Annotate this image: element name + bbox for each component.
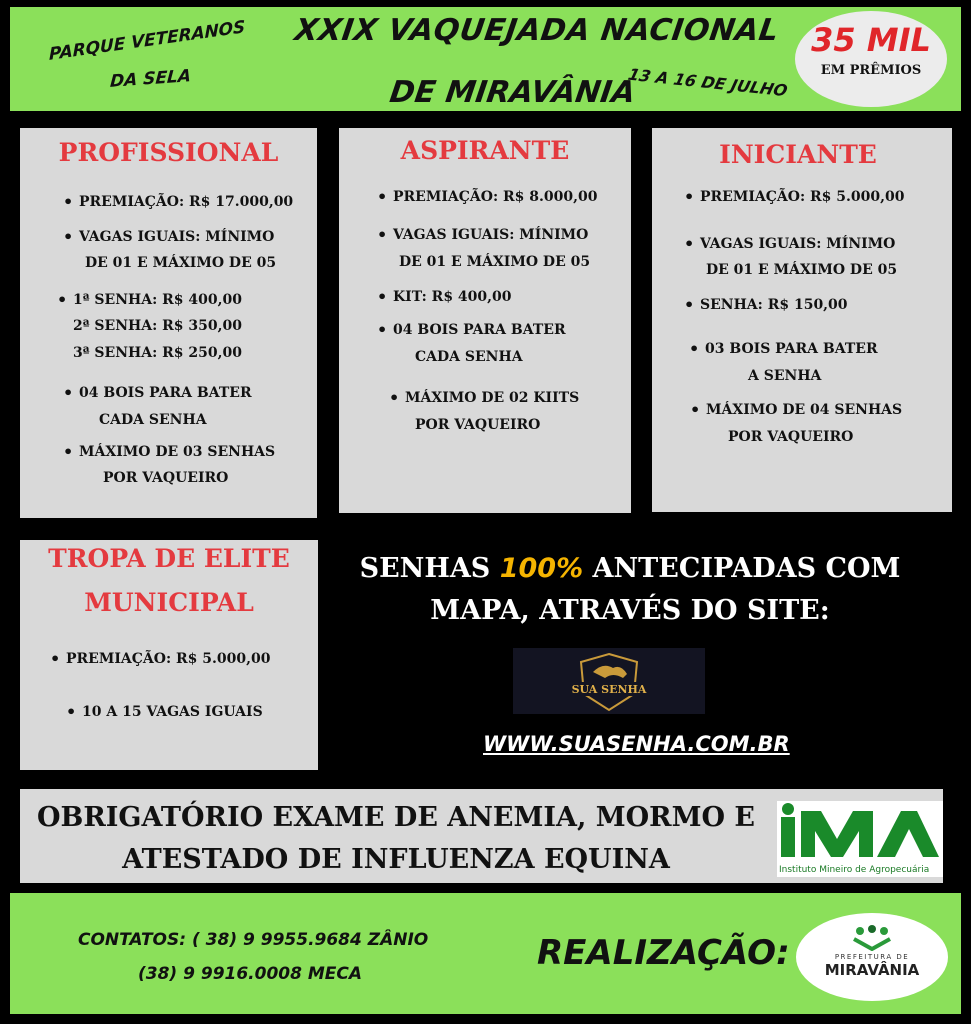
list-item: • SENHA: R$ 150,00 [700,292,848,318]
antecipadas-part2: ANTECIPADAS COM [583,553,901,584]
list-item: • PREMIAÇÃO: R$ 5.000,00 [66,646,270,672]
event-title-line2: DE MIRAVÂNIA [387,75,638,110]
obligatory-line1: OBRIGATÓRIO EXAME DE ANEMIA, MORMO E [36,802,756,833]
prize-amount: 35 MIL [811,21,931,59]
prefeitura-small-text: PREFEITURA DE [834,953,910,961]
list-item: • MÁXIMO DE 04 SENHAS [706,397,902,423]
list-item: • VAGAS IGUAIS: MÍNIMO [700,231,895,257]
ima-logo [777,801,943,877]
card-title-elite-line2: MUNICIPAL [84,588,254,617]
people-icon [852,925,892,951]
list-item: • 03 BOIS PARA BATER [705,336,878,362]
suasenha-logo-text: SUA SENHA [571,683,647,696]
prize-label: EM PRÊMIOS [820,63,922,78]
antecipadas-line2: MAPA, ATRAVÉS DO SITE: [430,595,830,626]
list-item: 3ª SENHA: R$ 250,00 [73,345,242,361]
list-item: • VAGAS IGUAIS: MÍNIMO [79,224,274,250]
antecipadas-text [350,548,910,632]
footer-banner [10,893,961,1014]
prefeitura-logo [796,913,948,1001]
card-profissional [20,128,317,518]
antecipadas-line1 [350,548,910,590]
header-banner [10,7,961,111]
list-item: A SENHA [748,368,822,384]
list-item: POR VAQUEIRO [103,470,229,486]
card-tropa-de-elite [20,540,318,770]
ima-logo-icon [777,801,943,863]
list-item: 2ª SENHA: R$ 350,00 [73,318,242,334]
list-item: • 10 A 15 VAGAS IGUAIS [82,699,263,725]
card-iniciante [652,128,952,512]
list-item: POR VAQUEIRO [415,417,541,433]
site-link[interactable]: WWW.SUASENHA.COM.BR [483,732,790,756]
list-item: • 04 BOIS PARA BATER [393,317,566,343]
antecipadas-part1: SENHAS [359,553,500,584]
realizacao-label: REALIZAÇÃO: [537,933,790,973]
list-item: • PREMIAÇÃO: R$ 17.000,00 [79,189,293,215]
card-title-iniciante: INICIANTE [719,140,877,169]
list-item: CADA SENHA [99,412,207,428]
event-title-line1: XXIX VAQUEJADA NACIONAL [292,13,782,48]
prefeitura-big-text: MIRAVÂNIA [824,961,920,979]
list-item: • PREMIAÇÃO: R$ 5.000,00 [700,184,904,210]
hundred-percent: 100% [499,553,584,584]
suasenha-logo [513,648,705,714]
suasenha-shield-icon [513,648,705,714]
card-aspirante [339,128,631,513]
list-item: DE 01 E MÁXIMO DE 05 [706,262,898,278]
obligatory-line2: ATESTADO DE INFLUENZA EQUINA [122,844,670,875]
park-name-line2: DA SELA [109,66,192,92]
obligatory-banner [20,789,943,883]
park-name-line1: PARQUE VETERANOS [48,17,246,65]
card-title-profissional: PROFISSIONAL [58,138,279,167]
card-title-aspirante: ASPIRANTE [400,136,570,165]
list-item: DE 01 E MÁXIMO DE 05 [399,254,591,270]
list-item: POR VAQUEIRO [728,429,854,445]
obligatory-text [20,797,772,881]
contact-line1: CONTATOS: ( 38) 9 9955.9684 ZÂNIO [78,930,429,950]
ima-caption: Instituto Mineiro de Agropecuária [779,865,930,875]
prize-badge [795,11,947,107]
card-title-elite-line1: TROPA DE ELITE [48,544,290,573]
contact-line2: (38) 9 9916.0008 MECA [138,964,363,984]
list-item: • VAGAS IGUAIS: MÍNIMO [393,222,588,248]
list-item: • 1ª SENHA: R$ 400,00 [73,287,242,313]
list-item: • MÁXIMO DE 03 SENHAS [79,439,275,465]
list-item: • PREMIAÇÃO: R$ 8.000,00 [393,184,597,210]
list-item: CADA SENHA [415,349,523,365]
list-item: • MÁXIMO DE 02 KIITS [405,385,579,411]
list-item: DE 01 E MÁXIMO DE 05 [85,255,277,271]
list-item: • KIT: R$ 400,00 [393,284,512,310]
event-dates: 13 A 16 DE JULHO [626,64,790,101]
list-item: • 04 BOIS PARA BATER [79,380,252,406]
